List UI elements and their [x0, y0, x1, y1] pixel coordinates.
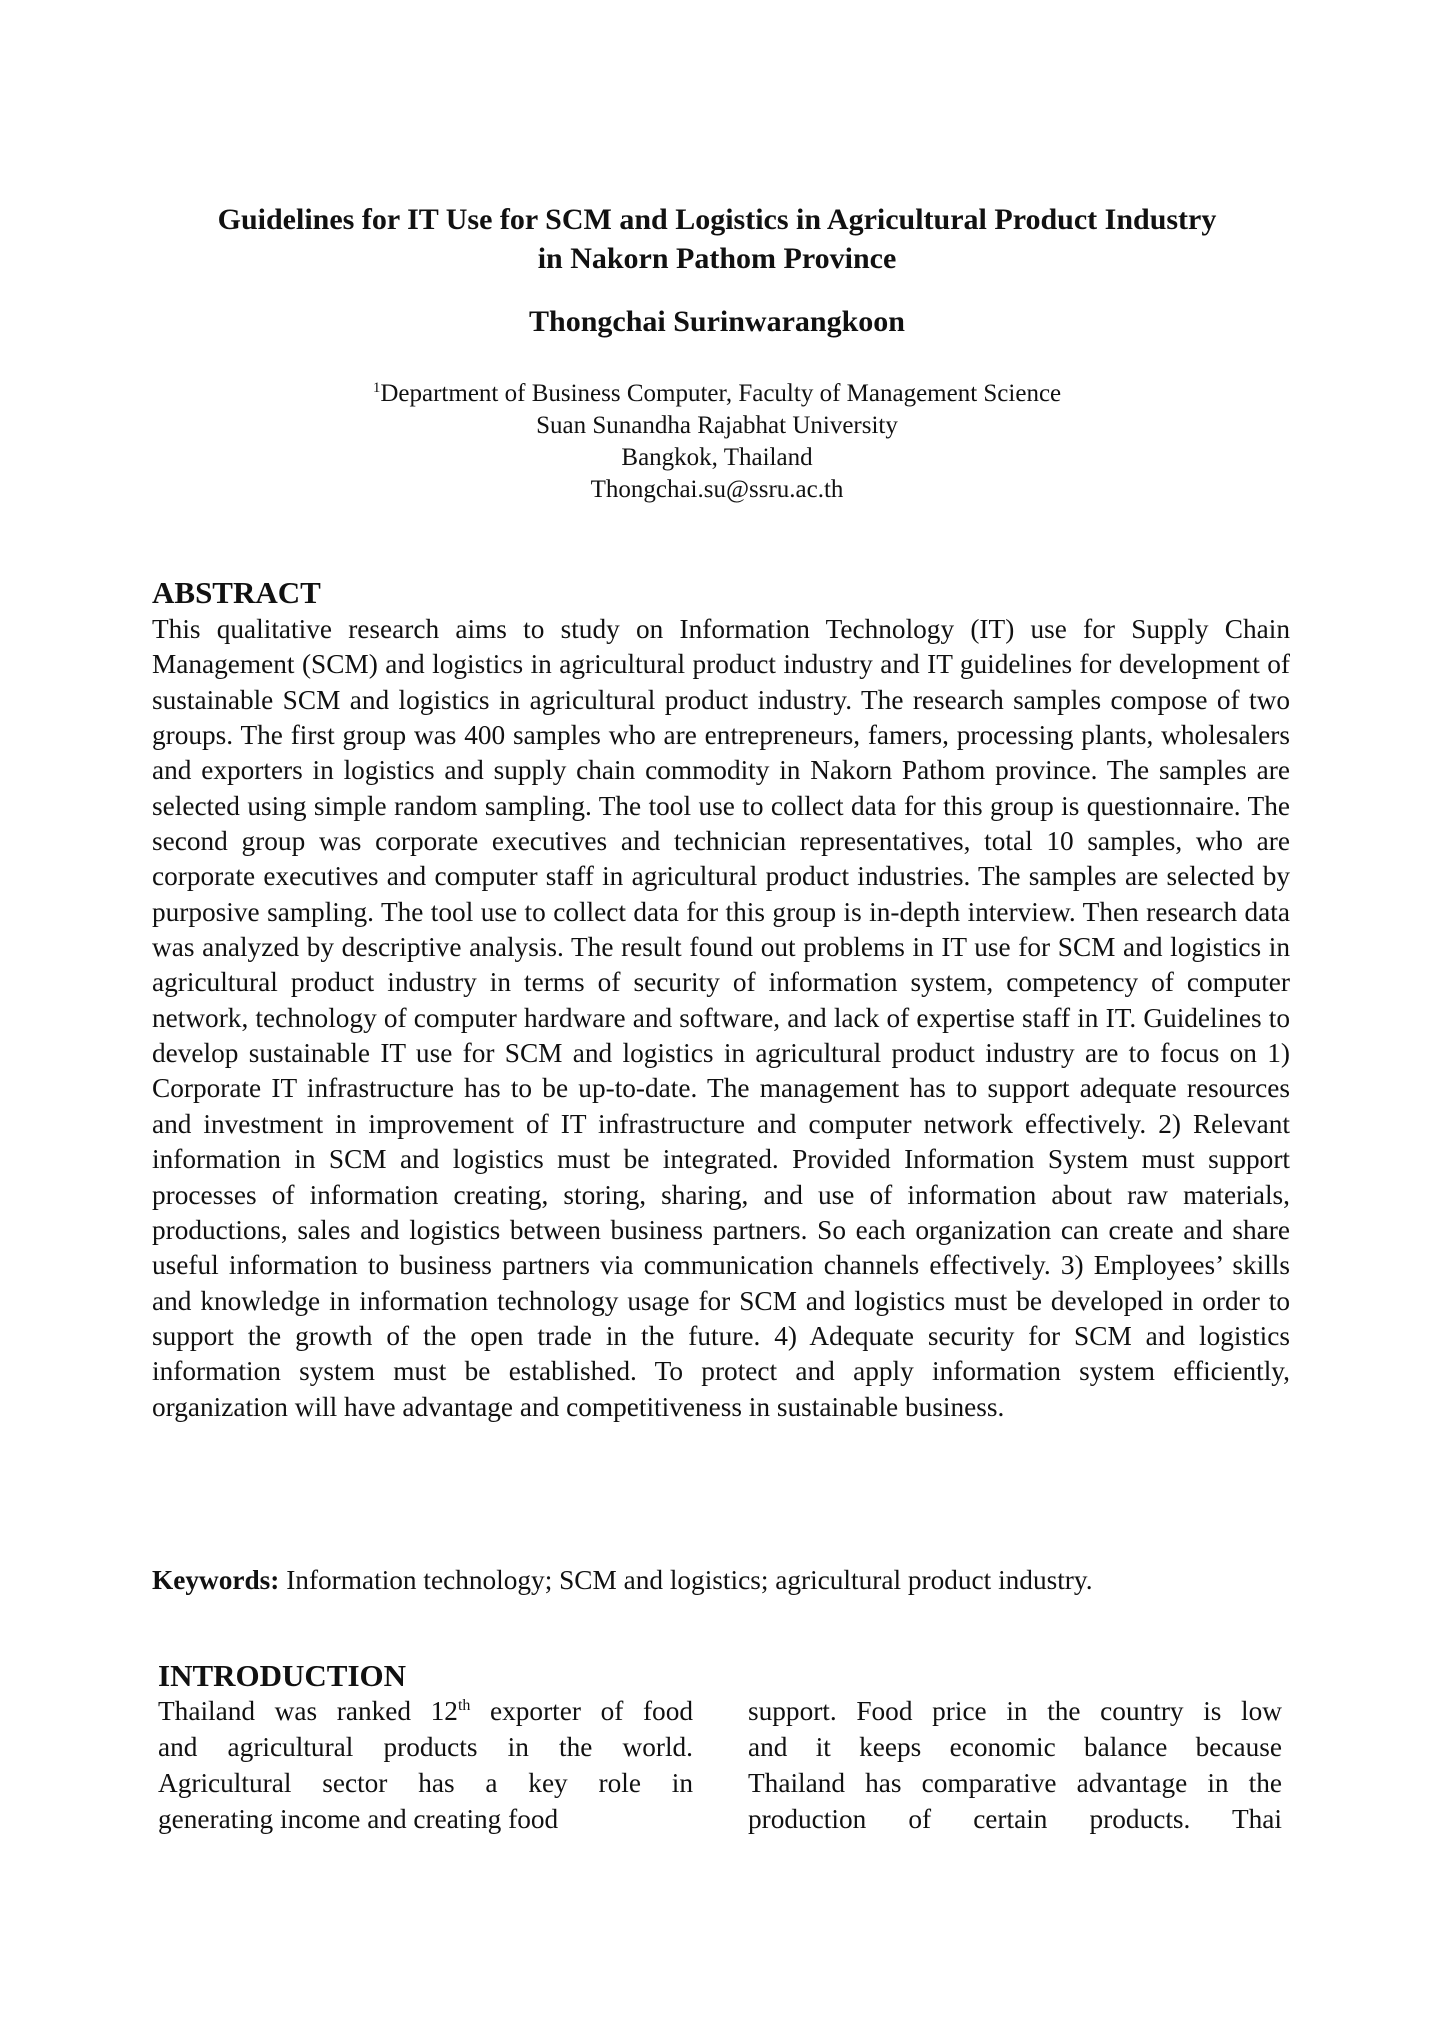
intro-left-line-1-post: exporter of food: [470, 1696, 693, 1726]
paper-title-line-2: in Nakorn Pathom Province: [537, 242, 897, 275]
paper-title-line-1: Guidelines for IT Use for SCM and Logistics in Agricultural Product Industry: [217, 203, 1217, 236]
intro-left-line-3: Agricultural sector has a key role in: [158, 1768, 693, 1798]
abstract-heading: ABSTRACT: [152, 575, 321, 610]
intro-right-line-3: Thailand has comparative advantage in the: [748, 1768, 1282, 1798]
keywords-text: Information technology; SCM and logistics; agricultural product industry.: [279, 1565, 1093, 1595]
intro-left-line-1-pre: Thailand was ranked 12: [158, 1696, 458, 1726]
paper-title: [120, 200, 1314, 278]
affiliation-superscript: 1: [372, 380, 381, 396]
author-email: Thongchai.su@ssru.ac.th: [590, 476, 844, 503]
intro-right-line-1: support. Food price in the country is low: [748, 1696, 1282, 1726]
affiliation-department: Department of Business Computer, Faculty of Management Science: [380, 380, 1062, 407]
intro-left-line-2: and agricultural products in the world.: [158, 1732, 693, 1762]
keywords-label: Keywords:: [152, 1565, 280, 1595]
intro-ordinal-superscript: th: [457, 1697, 471, 1714]
author-name: Thongchai Surinwarangkoon: [529, 305, 905, 338]
introduction-right-column: [748, 1693, 1282, 1837]
intro-right-line-2: and it keeps economic balance because: [748, 1732, 1282, 1762]
keywords-line: [152, 1562, 1290, 1598]
affiliation-department-line: [120, 378, 1314, 410]
abstract-body: This qualitative research aims to study on Information Technology (IT) use for Supply Chain Management (SCM) and logistics in agricultural product industry and IT guidelines for development of sustainable SCM and logistics in agricultural product industry. The research samples compose of two groups. The first group was 400 samples who are entrepreneurs, famers, processing plants, wholesalers and exporters in logistics and supply chain commodity in Nakorn Pathom province. The samples are selected using simple random sampling. The tool use to collect data for this group is questionnaire. The second group was corporate executives and technician representatives, total 10 samples, who are corporate executives and computer staff in agricultural product industries. The samples are selected by purposive sampling. The tool use to collect data for this group is in-depth interview. Then research data was analyzed by descriptive analysis. The result found out problems in IT use for SCM and logistics in agricultural product industry in terms of security of information system, competency of computer network, technology of computer hardware and software, and lack of expertise staff in IT. Guidelines to develop sustainable IT use for SCM and logistics in agricultural product industry are to focus on 1) Corporate IT infrastructure has to be up-to-date. The management has to support adequate resources and investment in improvement of IT infrastructure and computer network effectively. 2) Relevant information in SCM and logistics must be integrated. Provided Information System must support processes of information creating, storing, sharing, and use of information about raw materials, productions, sales and logistics between business partners. So each organization can create and share useful information to business partners via communication channels effectively. 3) Employees’ skills and knowledge in information technology usage for SCM and logistics must be developed in order to support the growth of the open trade in the future. 4) Adequate security for SCM and logistics information system must be established. To protect and apply information system efficiently, organization will have advantage and competitiveness in sustainable business.: [152, 614, 1290, 1422]
affiliation-city: Bangkok, Thailand: [621, 444, 813, 471]
introduction-left-column: [158, 1693, 693, 1837]
introduction-heading: INTRODUCTION: [158, 1658, 407, 1693]
affiliation-university: Suan Sunandha Rajabhat University: [536, 412, 898, 439]
intro-right-line-4: production of certain products. Thai: [748, 1804, 1282, 1834]
intro-left-line-1: [158, 1693, 693, 1729]
author-affiliation: [120, 378, 1314, 506]
intro-left-line-4: generating income and creating food: [158, 1804, 559, 1834]
